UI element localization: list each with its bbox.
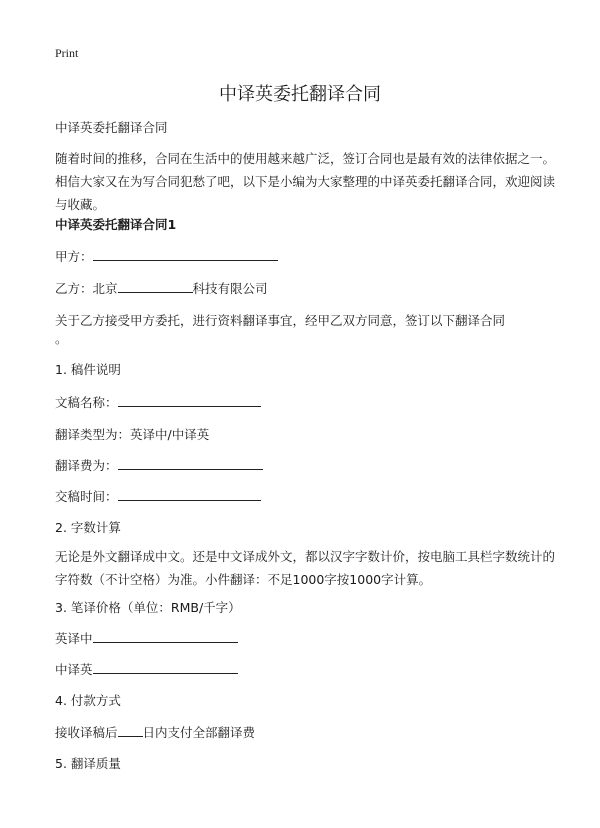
en-to-cn-label: 英译中 xyxy=(55,631,93,646)
section-1-heading: 1. 稿件说明 xyxy=(55,362,121,377)
payment-blank xyxy=(118,722,143,737)
fee-label: 翻译费为： xyxy=(55,458,118,473)
doc-name-label: 文稿名称： xyxy=(55,395,118,410)
word-count-paragraph: 无论是外文翻译成中文。还是中文译成外文，都以汉字字数计价，按电脑工具栏字数统计的字符数（不计空格）为准。小件翻译：不足1000字按1000字计算。 xyxy=(55,549,556,587)
section-3-heading: 3. 笔译价格（单位：RMB/千字） xyxy=(55,600,241,615)
delivery-line xyxy=(55,486,261,508)
intro-paragraph: 随着时间的推移，合同在生活中的使用越来越广泛，签订合同也是最有效的法律依据之一。相信大家又在为写合同犯愁了吧，以下是小编为大家整理的中译英委托翻译合同，欢迎阅读与收藏。 xyxy=(55,151,556,212)
preamble-line-1: 关于乙方接受甲方委托，进行资料翻译事宜，经甲乙双方同意，签订以下翻译合同 xyxy=(55,313,506,328)
party-a-blank xyxy=(93,246,278,261)
contract-heading: 中译英委托翻译合同1 xyxy=(55,217,177,232)
payment-line xyxy=(55,722,255,744)
doc-name-blank xyxy=(118,392,261,407)
fee-blank xyxy=(118,455,263,470)
en-to-cn-blank xyxy=(93,628,238,643)
payment-suffix: 日内支付全部翻译费 xyxy=(142,725,256,740)
preamble-line-2: 。 xyxy=(55,331,68,346)
payment-prefix: 接收译稿后 xyxy=(55,725,118,740)
section-4-heading: 4. 付款方式 xyxy=(55,693,121,708)
translation-type-line: 翻译类型为：英译中/中译英 xyxy=(55,427,210,442)
delivery-label: 交稿时间： xyxy=(55,489,118,504)
section-5-heading: 5. 翻译质量 xyxy=(55,756,121,771)
party-b-prefix: 乙方：北京 xyxy=(55,281,118,296)
print-link[interactable]: Print xyxy=(55,46,79,60)
doc-name-line xyxy=(55,392,261,414)
party-b-line xyxy=(55,278,268,300)
party-a-label: 甲方： xyxy=(55,249,93,264)
cn-to-en-line xyxy=(55,659,238,681)
fee-line xyxy=(55,455,263,477)
document-subtitle: 中译英委托翻译合同 xyxy=(55,120,168,135)
delivery-blank xyxy=(118,486,261,501)
cn-to-en-label: 中译英 xyxy=(55,662,93,677)
party-b-blank xyxy=(118,278,193,293)
section-2-heading: 2. 字数计算 xyxy=(55,520,121,535)
party-a-line xyxy=(55,246,278,268)
en-to-cn-line xyxy=(55,628,238,650)
cn-to-en-blank xyxy=(93,659,238,674)
party-b-suffix: 科技有限公司 xyxy=(192,281,268,296)
document-title: 中译英委托翻译合同 xyxy=(219,84,381,105)
